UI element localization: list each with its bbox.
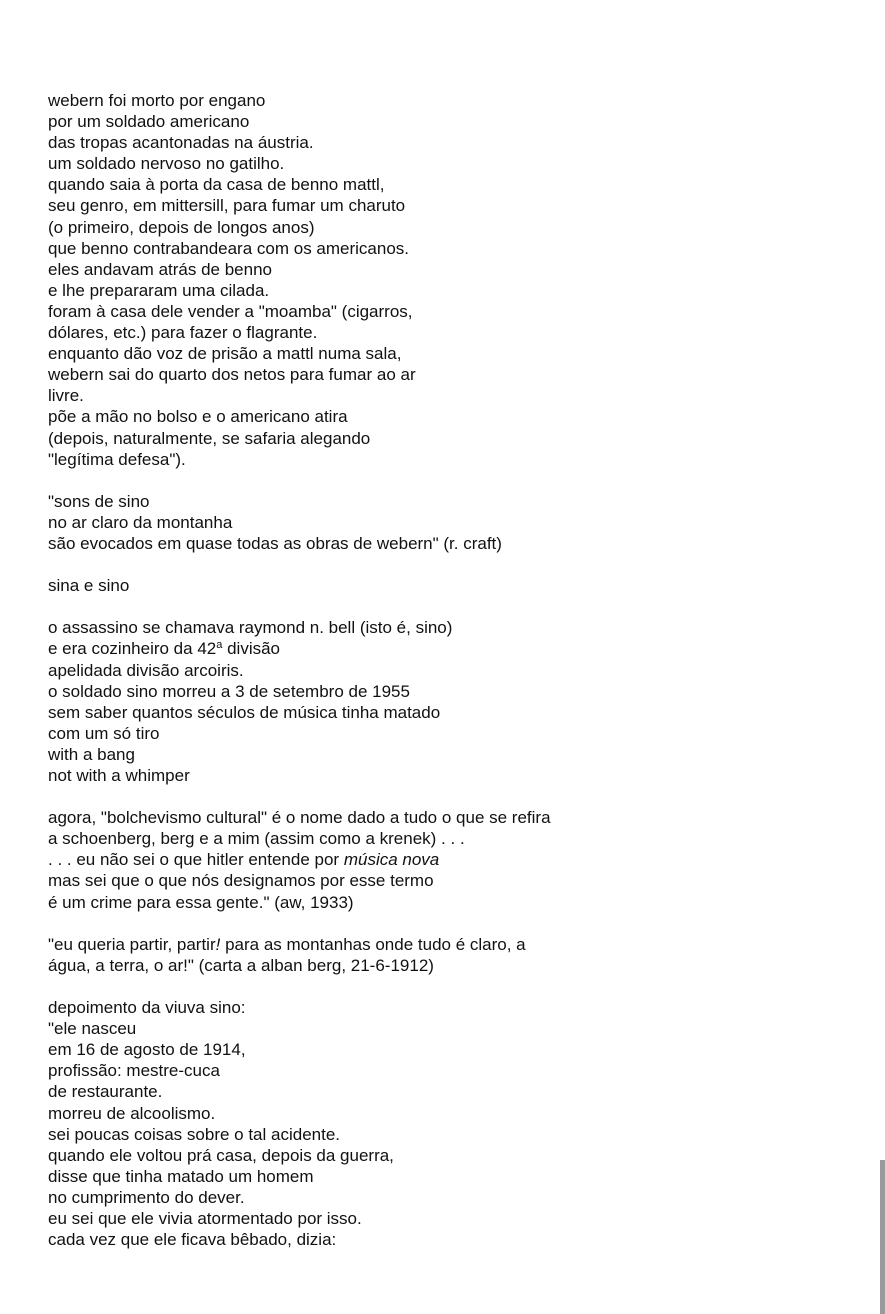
poem-line: cada vez que ele ficava bêbado, dizia: [48, 1230, 337, 1250]
stanza-bell-sounds [48, 491, 848, 554]
poem-line: quando ele voltou prá casa, depois da guerra, [48, 1145, 394, 1165]
poem-line: põe a mão no bolso e o americano atira [48, 407, 348, 427]
poem-line: "ele nasceu [48, 1019, 137, 1039]
partir-post: para as montanhas onde tudo é claro, a [220, 934, 526, 954]
poem-line: no cumprimento do dever. [48, 1187, 245, 1207]
poem-line: mas sei que o que nós designamos por esse termo [48, 871, 434, 891]
poem-line: um soldado nervoso no gatilho. [48, 154, 285, 174]
poem-line: webern foi morto por engano [48, 91, 266, 110]
poem-line-division [48, 638, 848, 659]
poem-line: no ar claro da montanha [48, 512, 233, 532]
poem-line: é um crime para essa gente." (aw, 1933) [48, 892, 354, 912]
poem-line: por um soldado americano [48, 112, 250, 132]
poem-line: que benno contrabandeara com os americanos. [48, 238, 410, 258]
poem-line: sei poucas coisas sobre o tal acidente. [48, 1124, 341, 1144]
poem-line: das tropas acantonadas na áustria. [48, 133, 314, 153]
poem-line: a schoenberg, berg e a mim (assim como a krenek) . . . [48, 829, 465, 849]
poem-line: apelidada divisão arcoiris. [48, 660, 244, 680]
poem-line: água, a terra, o ar!" (carta a alban berg, 21-6-1912) [48, 955, 434, 975]
poem-line: o assassino se chamava raymond n. bell (isto é, sino) [48, 618, 453, 638]
poem-line-hitler [48, 849, 848, 870]
poem-line: depoimento da viuva sino: [48, 998, 246, 1018]
stanza-widow-testimony [48, 997, 848, 1250]
poem-line: em 16 de agosto de 1914, [48, 1040, 246, 1060]
poem-line: sem saber quantos séculos de música tinha matado [48, 702, 441, 722]
poem-line: agora, "bolchevismo cultural" é o nome dado a tudo o que se refira [48, 808, 551, 828]
poem-line: not with a whimper [48, 766, 190, 785]
poem-line: (depois, naturalmente, se safaria alegando [48, 428, 371, 448]
poem-line: quando saia à porta da casa de benno mattl, [48, 175, 385, 195]
division-post: divisão [222, 639, 280, 659]
stanza-cultural-bolshevism [48, 807, 848, 912]
partir-pre: "eu queria partir, partir [48, 934, 216, 954]
poem-line: foram à casa dele vender a "moamba" (cigarros, [48, 301, 413, 321]
poem-line: dólares, etc.) para fazer o flagrante. [48, 323, 318, 343]
poem-line: com um só tiro [48, 723, 160, 743]
hitler-pre: . . . eu não sei o que hitler entende por [48, 850, 344, 870]
poem-line: eu sei que ele vivia atormentado por isso. [48, 1208, 362, 1228]
poem-text [48, 90, 848, 1271]
poem-line: morreu de alcoolismo. [48, 1103, 216, 1123]
poem-line: o soldado sino morreu a 3 de setembro de 1955 [48, 681, 410, 701]
poem-line: disse que tinha matado um homem [48, 1166, 314, 1186]
poem-line: livre. [48, 386, 84, 406]
poem-line: de restaurante. [48, 1082, 163, 1102]
poem-line-partir [48, 934, 848, 955]
division-pre: e era cozinheiro da 42 [48, 639, 217, 659]
poem-line: webern sai do quarto dos netos para fumar ao ar [48, 365, 416, 385]
musica-nova-italic: música nova [343, 850, 440, 870]
partir-italic: ! [215, 934, 221, 954]
ordinal-superscript: a [216, 639, 223, 652]
poem-line: são evocados em quase todas as obras de webern" (r. craft) [48, 533, 502, 553]
poem-line: profissão: mestre-cuca [48, 1061, 220, 1081]
poem-line: eles andavam atrás de benno [48, 259, 272, 279]
page-edge-shadow [880, 1160, 885, 1314]
poem-line: seu genro, em mittersill, para fumar um charuto [48, 196, 406, 216]
stanza-webern-death [48, 90, 848, 470]
poem-line: e lhe prepararam uma cilada. [48, 280, 270, 300]
stanza-sina-e-sino [48, 575, 848, 596]
stanza-assassin [48, 617, 848, 786]
poem-line: sina e sino [48, 576, 130, 596]
poem-line: enquanto dão voz de prisão a mattl numa sala, [48, 344, 402, 364]
poem-line: "legítima defesa"). [48, 449, 186, 469]
poem-line: "sons de sino [48, 491, 150, 511]
poem-line: (o primeiro, depois de longos anos) [48, 217, 315, 237]
stanza-letter-berg [48, 934, 848, 976]
poem-line: with a bang [48, 744, 135, 764]
